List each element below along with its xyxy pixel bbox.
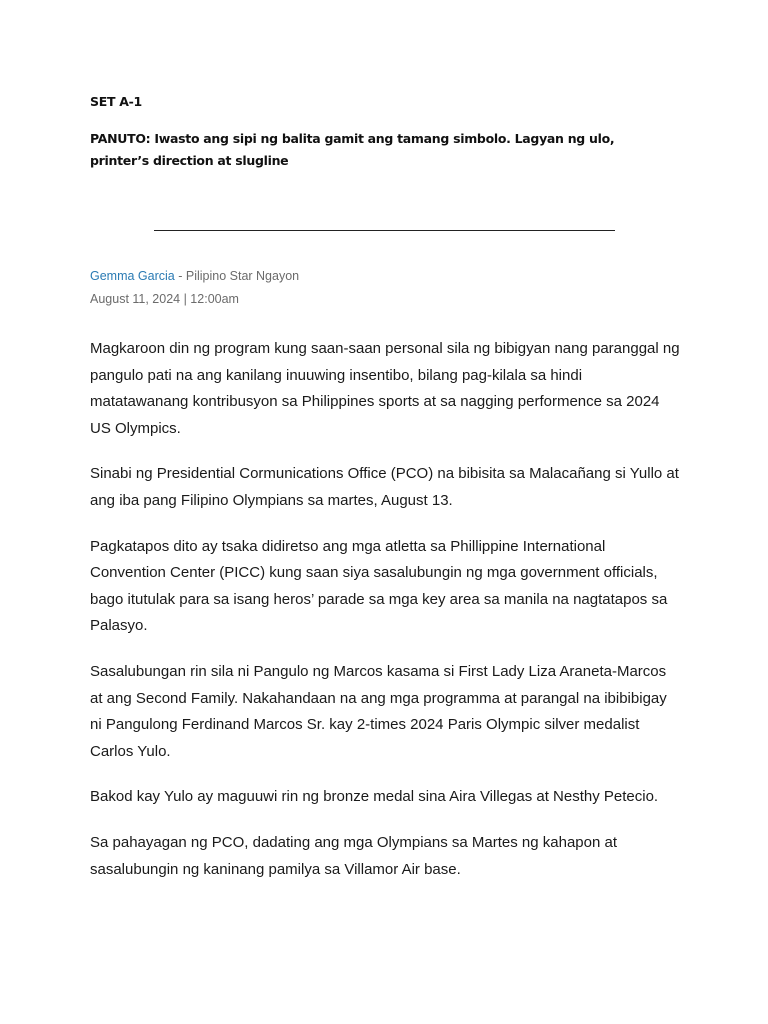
article-paragraph: Bakod kay Yulo ay maguuwi rin ng bronze medal sina Aira Villegas at Nesthy Petecio. xyxy=(90,788,659,806)
article-paragraph: Sa pahayagan ng PCO, dadating ang mga Olympians sa Martes ng kahapon at sasalubungin ng kaninang pamilya sa Villamor Air base. xyxy=(90,833,617,878)
article-paragraph: Magkaroon din ng program kung saan-saan personal sila ng bibigyan nang paranggal ng pangulo pati na ang kanilang inuuwing insentibo, bilang pag-kilala sa hindi matatawanang kontribusyon sa Philippines sports at sa nagging performence sa 2024 US Olympics. xyxy=(90,340,680,437)
byline-separator: - xyxy=(174,269,186,283)
horizontal-rule xyxy=(154,230,615,231)
article-paragraph: Pagkatapos dito ay tsaka didiretso ang mga atletta sa Phillippine International Convention Center (PICC) kung saan siya sasalubungin ng mga government officials, bago itutulak para sa isang heros’ parade sa mga key area sa manila na nagtatapos sa Palasyo. xyxy=(90,537,668,635)
author-link[interactable]: Gemma Garcia xyxy=(90,269,175,283)
byline xyxy=(90,267,299,285)
article-body xyxy=(90,336,680,902)
set-label: SET A-1 xyxy=(90,94,142,109)
article-paragraph: Sinabi ng Presidential Cormunications Office (PCO) na bibisita sa Malacañang si Yullo at ang iba pang Filipino Olympians sa martes, August 13. xyxy=(90,465,679,509)
instructions-text: PANUTO: Iwasto ang sipi ng balita gamit ang tamang simbolo. Lagyan ng ulo, printer’s direction at slugline xyxy=(90,131,615,168)
article-paragraph: Sasalubungan rin sila ni Pangulo ng Marcos kasama si First Lady Liza Araneta-Marcos at ang Second Family. Nakahandaan na ang mga programma at parangal na ibibibigay ni Pangulong Ferdinand Marcos Sr. kay 2-times 2024 Paris Olympic silver medalist Carlos Yulo. xyxy=(90,662,667,760)
publish-date: August 11, 2024 | 12:00am xyxy=(90,292,239,306)
publication-name: Pilipino Star Ngayon xyxy=(185,269,300,283)
